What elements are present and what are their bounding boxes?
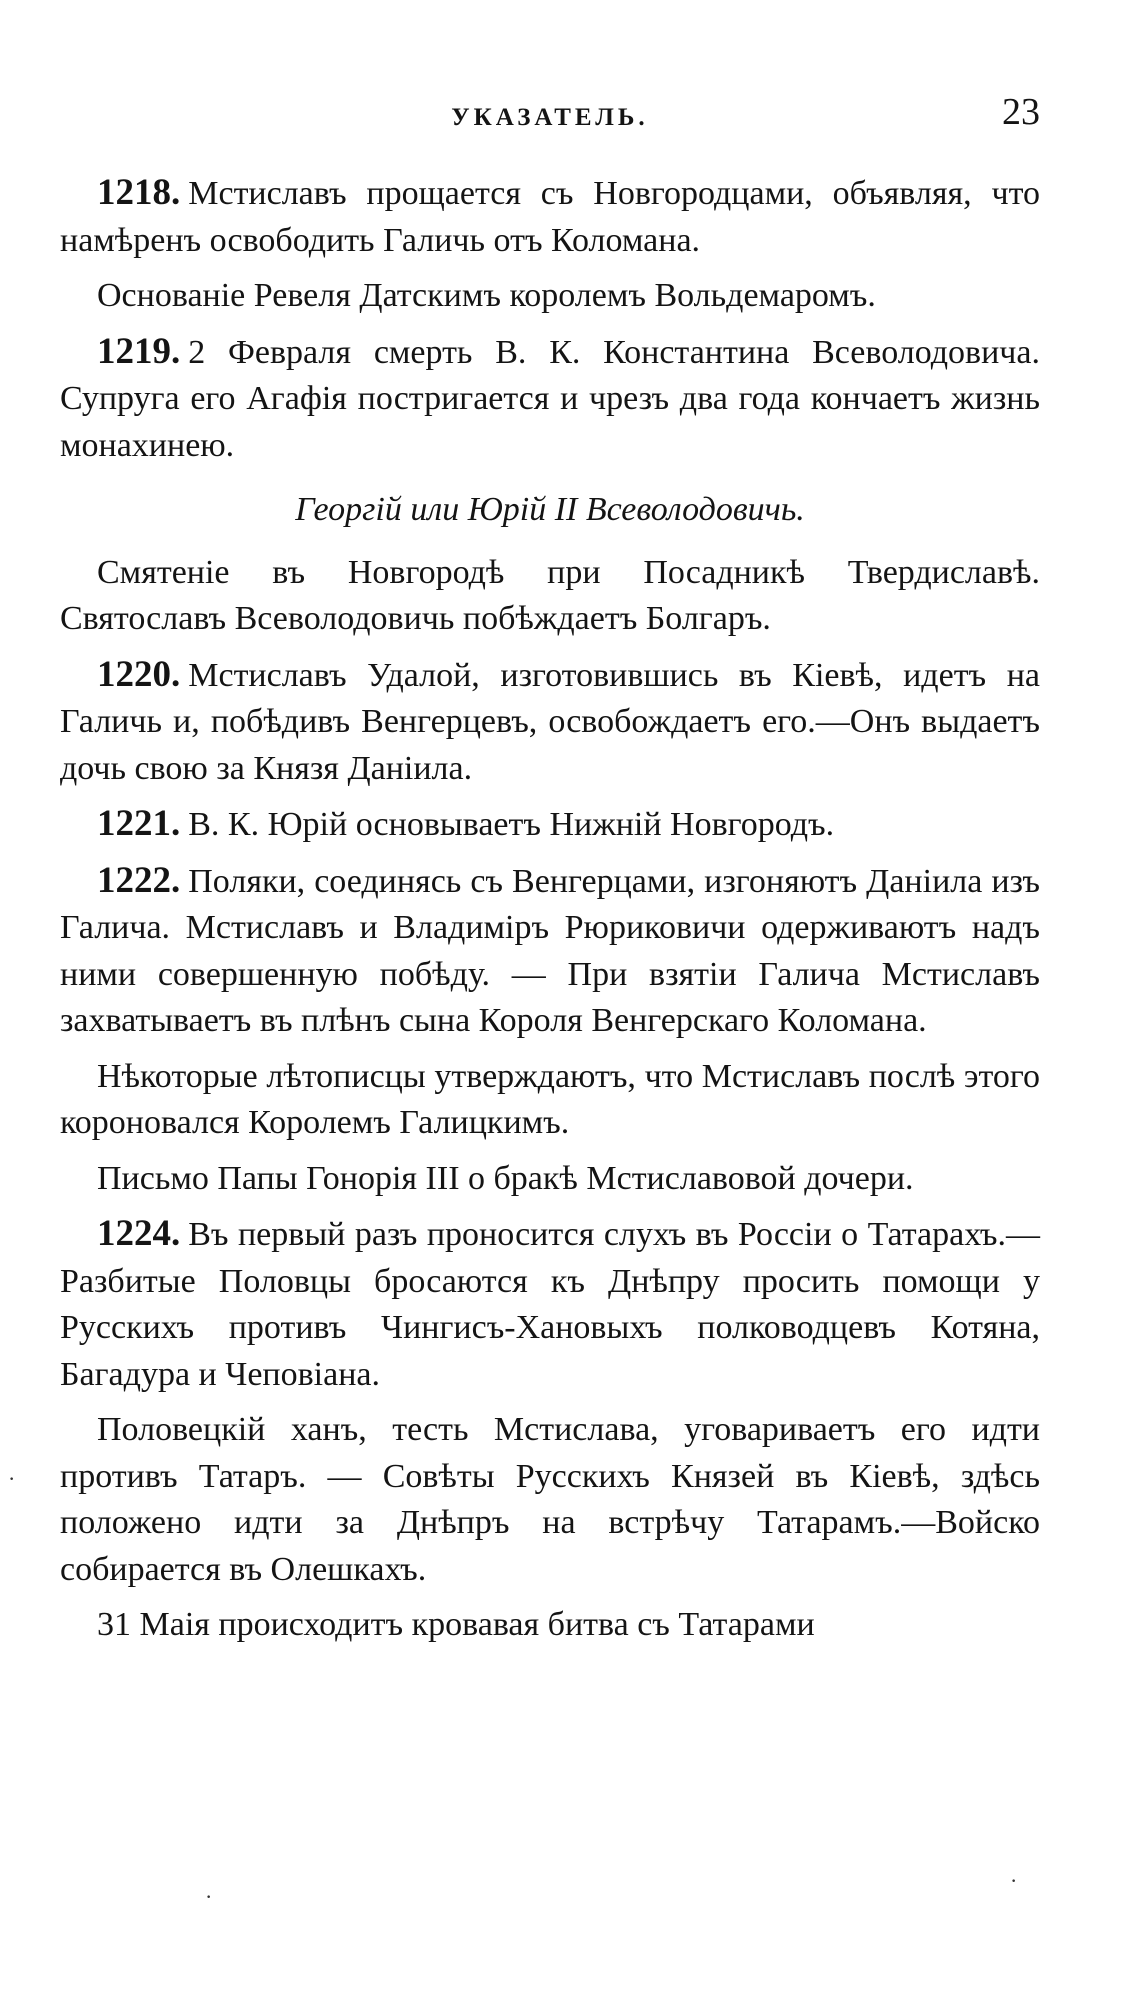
chronicle-entry-1224 (60, 1211, 1040, 1398)
entry-year: 1218. (97, 172, 181, 213)
page-body (60, 170, 1040, 1649)
reign-heading: Георгій или Юрій II Всеволодовичь. (295, 491, 805, 528)
page-header (60, 90, 1040, 150)
entry-text: Поляки, соединясь съ Венгерцами, изгоняютъ Даніила изъ Галича. Мстиславъ и Владиміръ Рюриковичи одерживаютъ надъ ними совершенную побѣду. — При взятіи Галича Мстиславъ захватываетъ въ плѣнъ сына Короля Венгерскаго Коломана. (60, 862, 1040, 1039)
chronicle-note: Нѣкоторые лѣтописцы утверждаютъ, что Мстиславъ послѣ этого короновался Королемъ Галицкимъ. (60, 1057, 1040, 1141)
entry-text: 2 Февраля смерть В. К. Константина Всеволодовича. Супруга его Агафія постригается и чрезъ два года кончаетъ жизнь монахинею. (60, 333, 1040, 464)
chronicle-note: Половецкій ханъ, тесть Мстислава, уговариваетъ его идти противъ Татаръ. — Совѣты Русскихъ Князей въ Кіевѣ, здѣсь положено идти за Днѣпръ на встрѣчу Татарамъ.—Войско собирается въ Олешкахъ. (60, 1411, 1040, 1588)
running-head: УКАЗАТЕЛЬ. (451, 104, 649, 131)
chronicle-entry-1222 (60, 858, 1040, 1045)
chronicle-entry-1218 (60, 170, 1040, 264)
chronicle-entry-1221 (60, 801, 1040, 849)
chronicle-note: 31 Маія происходитъ кровавая битва съ Татарами (97, 1606, 815, 1643)
book-page (60, 90, 1040, 1658)
scan-speck: · (205, 1884, 213, 1909)
entry-year: 1222. (97, 859, 181, 901)
entry-text: Мстиславъ Удалой, изготовившись въ Кіевѣ, идетъ на Галичь и, побѣдивъ Венгерцевъ, освобождаетъ его.—Онъ выдаетъ дочь свою за Князя Даніила. (60, 656, 1040, 787)
entry-year: 1220. (97, 653, 181, 695)
entry-text: Мстиславъ прощается съ Новгородцами, объявляя, что намѣренъ освободить Галичь отъ Коломана. (60, 175, 1040, 259)
entry-year: 1219. (97, 330, 181, 372)
chronicle-note: Основаніе Ревеля Датскимъ королемъ Вольдемаромъ. (97, 277, 876, 314)
entry-text: Въ первый разъ проносится слухъ въ Россіи о Татарахъ.—Разбитые Половцы бросаются къ Днѣпру просить помощи у Русскихъ противъ Чингисъ-Хановыхъ полководцевъ Котяна, Багадура и Чеповіана. (60, 1216, 1040, 1393)
chronicle-entry-1220 (60, 652, 1040, 793)
scan-speck: · (1010, 1868, 1018, 1893)
chronicle-entry-1219 (60, 329, 1040, 470)
chronicle-note: Смятеніе въ Новгородѣ при Посадникѣ Твердиславѣ. Святославъ Всеволодовичь побѣждаетъ Болгаръ. (60, 553, 1040, 637)
page-number: 23 (1002, 91, 1040, 133)
chronicle-note: Письмо Папы Гонорія III о бракѣ Мстиславовой дочери. (97, 1159, 914, 1197)
entry-text: В. К. Юрій основываетъ Нижній Новгородъ. (188, 806, 835, 843)
scan-speck: · (8, 1466, 16, 1491)
entry-year: 1224. (97, 1213, 181, 1254)
entry-year: 1221. (97, 803, 181, 844)
